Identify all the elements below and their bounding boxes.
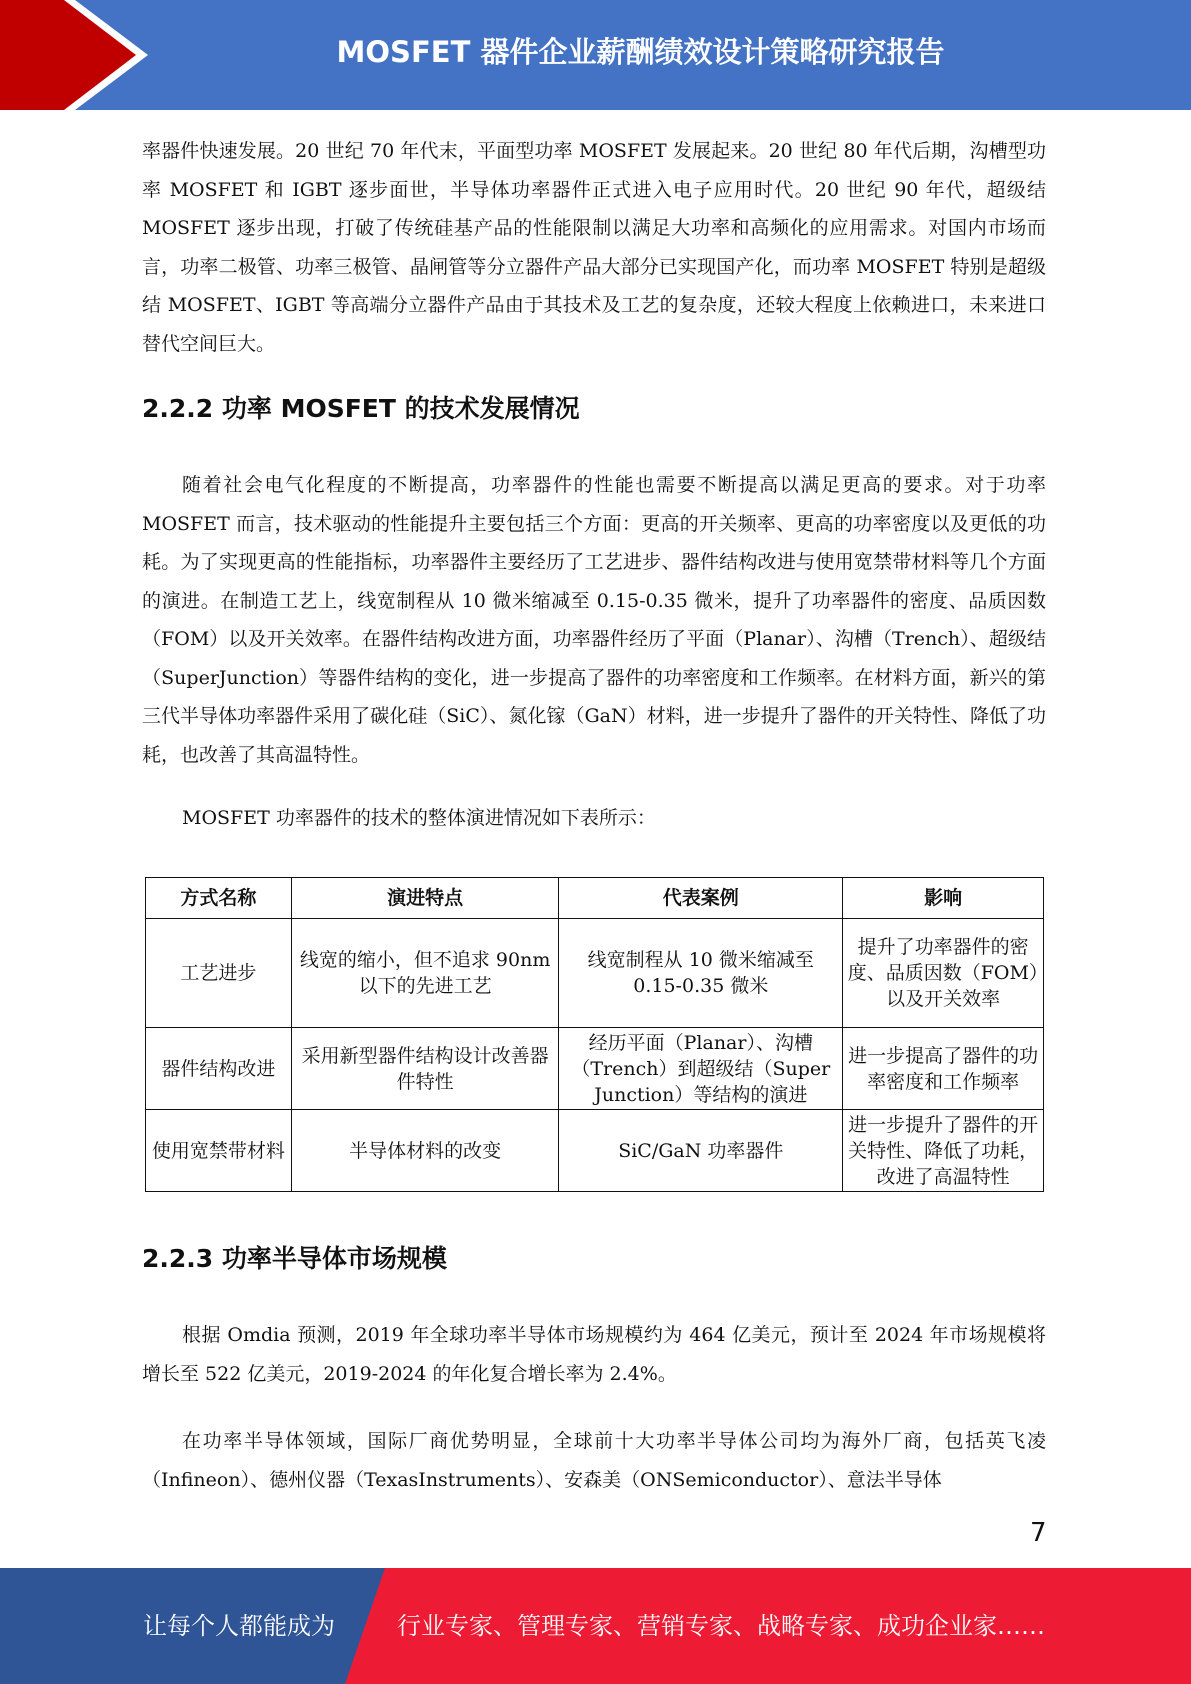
- table-header-method: 方式名称: [146, 878, 292, 919]
- section-2-2-3-body: [142, 1316, 1046, 1393]
- intro-paragraph: 率器件快速发展。20 世纪 70 年代末，平面型功率 MOSFET 发展起来。20 世纪 80 年代后期，沟槽型功率 MOSFET 和 IGBT 逐步面世，半导体功率器件正式进入电子应用时代。20 世纪 90 年代，超级结 MOSFET 逐步出现，打破了传统硅基产品的性能限制以满足大功率和高频化的应用需求。对国内市场而言，功率二极管、功率三极管、晶闸管等分立器件产品大部分已实现国产化，而功率 MOSFET 特别是超级结 MOSFET、IGBT 等高端分立器件产品由于其技术及工艺的复杂度，还较大程度上依赖进口，未来进口替代空间巨大。: [142, 140, 1046, 355]
- section-2-2-2-paragraph: 随着社会电气化程度的不断提高，功率器件的性能也需要不断提高以满足更高的要求。对于功率 MOSFET 而言，技术驱动的性能提升主要包括三个方面：更高的开关频率、更高的功率密度以及更低的功耗。为了实现更高的性能指标，功率器件主要经历了工艺进步、器件结构改进与使用宽禁带材料等几个方面的演进。在制造工艺上，线宽制程从 10 微米缩减至 0.15-0.35 微米，提升了功率器件的密度、品质因数（FOM）以及开关效率。在器件结构改进方面，功率器件经历了平面（Planar）、沟槽（Trench）、超级结（SuperJunction）等器件结构的变化，进一步提高了器件的功率密度和工作频率。在材料方面，新兴的第三代半导体功率器件采用了碳化硅（SiC）、氮化镓（GaN）材料，进一步提升了器件的开关特性、降低了功耗，也改善了其高温特性。: [142, 474, 1046, 766]
- page-footer: [0, 1568, 1191, 1684]
- table-intro: [142, 799, 1046, 838]
- tech-evolution-table: [145, 877, 1044, 1192]
- table-cell: 经历平面（Planar）、沟槽（Trench）到超级结（Super Junction）等结构的演进: [559, 1028, 843, 1110]
- table-cell: 半导体材料的改变: [291, 1110, 559, 1192]
- table-row: [146, 919, 1044, 1028]
- table-row: [146, 1110, 1044, 1192]
- section-2-2-3-body-2: [142, 1422, 1046, 1499]
- market-size-paragraph: 根据 Omdia 预测，2019 年全球功率半导体市场规模约为 464 亿美元，预计至 2024 年市场规模将增长至 522 亿美元，2019-2024 的年化复合增长率为 2.4%。: [142, 1324, 1046, 1385]
- table-cell: 提升了功率器件的密度、品质因数（FOM）以及开关效率: [843, 919, 1044, 1028]
- table-cell: 线宽的缩小，但不追求 90nm 以下的先进工艺: [291, 919, 559, 1028]
- section-heading-2-2-3: 2.2.3 功率半导体市场规模: [142, 1244, 447, 1273]
- table-cell: SiC/GaN 功率器件: [559, 1110, 843, 1192]
- table-cell: 使用宽禁带材料: [146, 1110, 292, 1192]
- footer-slogan-right: 行业专家、管理专家、营销专家、战略专家、成功企业家……: [397, 1612, 1045, 1640]
- table-header-impact: 影响: [843, 878, 1044, 919]
- table-header-examples: 代表案例: [559, 878, 843, 919]
- table-row: [146, 1028, 1044, 1110]
- section-2-2-2-body: [142, 466, 1046, 774]
- table-cell: 进一步提升了器件的开关特性、降低了功耗，改进了高温特性: [843, 1110, 1044, 1192]
- table-header-features: 演进特点: [291, 878, 559, 919]
- footer-slogan-left: 让每个人都能成为: [143, 1612, 335, 1640]
- vendors-paragraph: 在功率半导体领域，国际厂商优势明显，全球前十大功率半导体公司均为海外厂商，包括英飞凌（Infineon）、德州仪器（TexasInstruments）、安森美（ONSemiconductor）、意法半导体: [142, 1430, 1046, 1491]
- report-title: MOSFET 器件企业薪酬绩效设计策略研究报告: [336, 35, 945, 69]
- table-cell: 器件结构改进: [146, 1028, 292, 1110]
- page-number: 7: [1030, 1518, 1047, 1548]
- intro-section: [142, 132, 1046, 363]
- table-cell: 采用新型器件结构设计改善器件特性: [291, 1028, 559, 1110]
- table-header-row: [146, 878, 1044, 919]
- table-cell: 工艺进步: [146, 919, 292, 1028]
- table-intro-text: MOSFET 功率器件的技术的整体演进情况如下表所示：: [182, 807, 656, 829]
- table-cell: 线宽制程从 10 微米缩减至 0.15-0.35 微米: [559, 919, 843, 1028]
- section-heading-2-2-2: 2.2.2 功率 MOSFET 的技术发展情况: [142, 394, 580, 423]
- page-header: [0, 0, 1191, 110]
- table-cell: 进一步提高了器件的功率密度和工作频率: [843, 1028, 1044, 1110]
